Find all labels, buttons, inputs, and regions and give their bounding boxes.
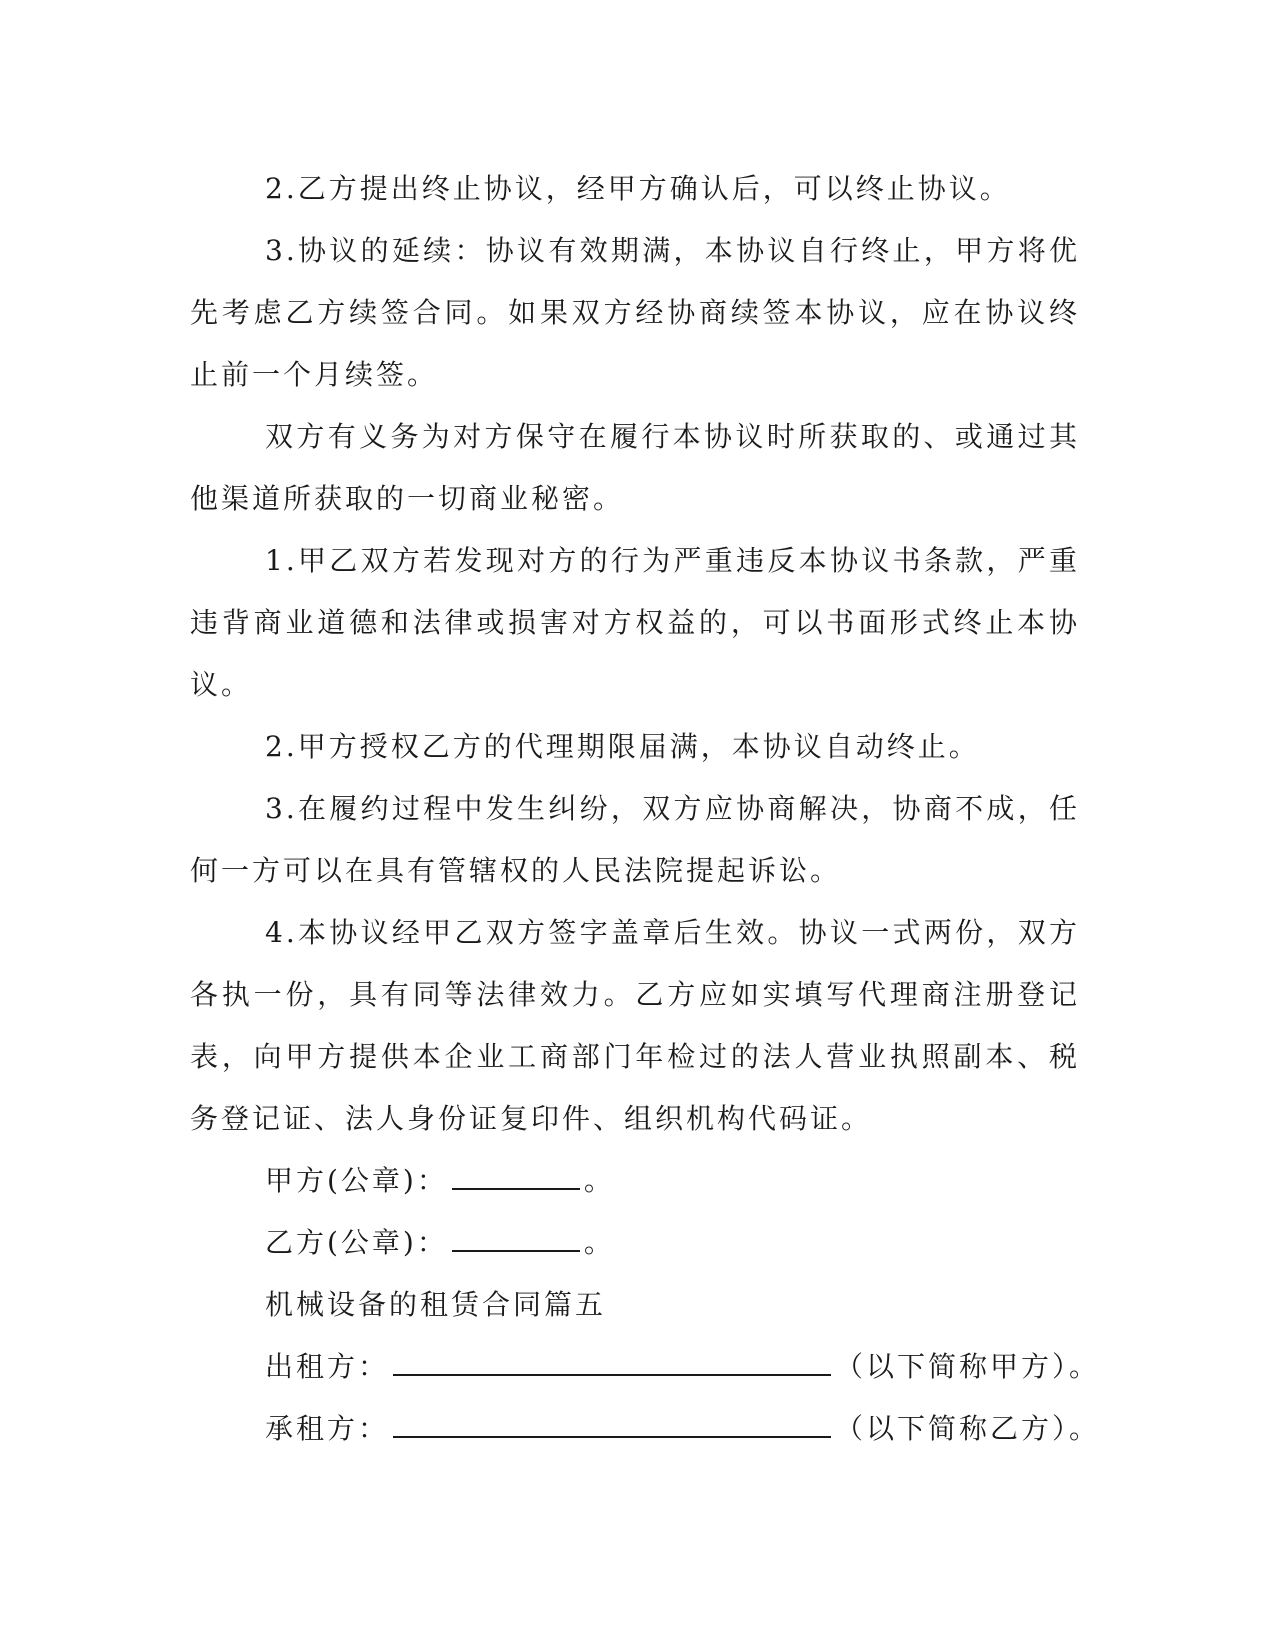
lessor-blank[interactable] xyxy=(393,1346,831,1376)
document-body xyxy=(190,158,1101,1460)
party-b-seal-line xyxy=(190,1212,1080,1274)
party-b-seal-label: 乙方(公章)： xyxy=(265,1226,448,1259)
paragraph-confidentiality: 双方有义务为对方保守在履行本协议时所获取的、或通过其他渠道所获取的一切商业秘密。 xyxy=(190,420,1080,515)
paragraph-agreement-renewal: 3.协议的延续：协议有效期满，本协议自行终止，甲方将优先考虑乙方续签合同。如果双方经协商续签本协议，应在协议终止前一个月续签。 xyxy=(190,234,1080,391)
party-a-seal-line xyxy=(190,1150,1080,1212)
lessee-blank[interactable] xyxy=(393,1408,831,1438)
lessee-line xyxy=(190,1398,1101,1460)
party-b-seal-end: 。 xyxy=(583,1226,615,1259)
lessor-label: 出租方： xyxy=(265,1350,390,1383)
paragraph-termination-by-party-b: 2.乙方提出终止协议，经甲方确认后，可以终止协议。 xyxy=(265,172,1011,205)
paragraph-dispute-resolution: 3.在履约过程中发生纠纷，双方应协商解决，协商不成，任何一方可以在具有管辖权的人民法院提起诉讼。 xyxy=(190,792,1080,887)
paragraph-breach-termination: 1.甲乙双方若发现对方的行为严重违反本协议书条款，严重违背商业道德和法律或损害对方权益的，可以书面形式终止本协议。 xyxy=(190,544,1080,701)
paragraph-term-expiry: 2.甲方授权乙方的代理期限届满，本协议自动终止。 xyxy=(265,730,980,763)
party-b-seal-blank[interactable] xyxy=(452,1222,580,1252)
lessee-label: 承租方： xyxy=(265,1412,390,1445)
lessor-line xyxy=(190,1336,1101,1398)
party-a-seal-blank[interactable] xyxy=(452,1160,580,1190)
section-title: 机械设备的租赁合同篇五 xyxy=(265,1288,607,1321)
lessor-suffix: （以下简称甲方）。 xyxy=(835,1350,1101,1383)
party-a-seal-end: 。 xyxy=(583,1164,615,1197)
lessee-suffix: （以下简称乙方）。 xyxy=(835,1412,1101,1445)
party-a-seal-label: 甲方(公章)： xyxy=(265,1164,448,1197)
paragraph-effectiveness: 4.本协议经甲乙双方签字盖章后生效。协议一式两份，双方各执一份，具有同等法律效力。乙方应如实填写代理商注册登记表，向甲方提供本企业工商部门年检过的法人营业执照副本、税务登记证、法人身份证复印件、组织机构代码证。 xyxy=(190,916,1080,1135)
